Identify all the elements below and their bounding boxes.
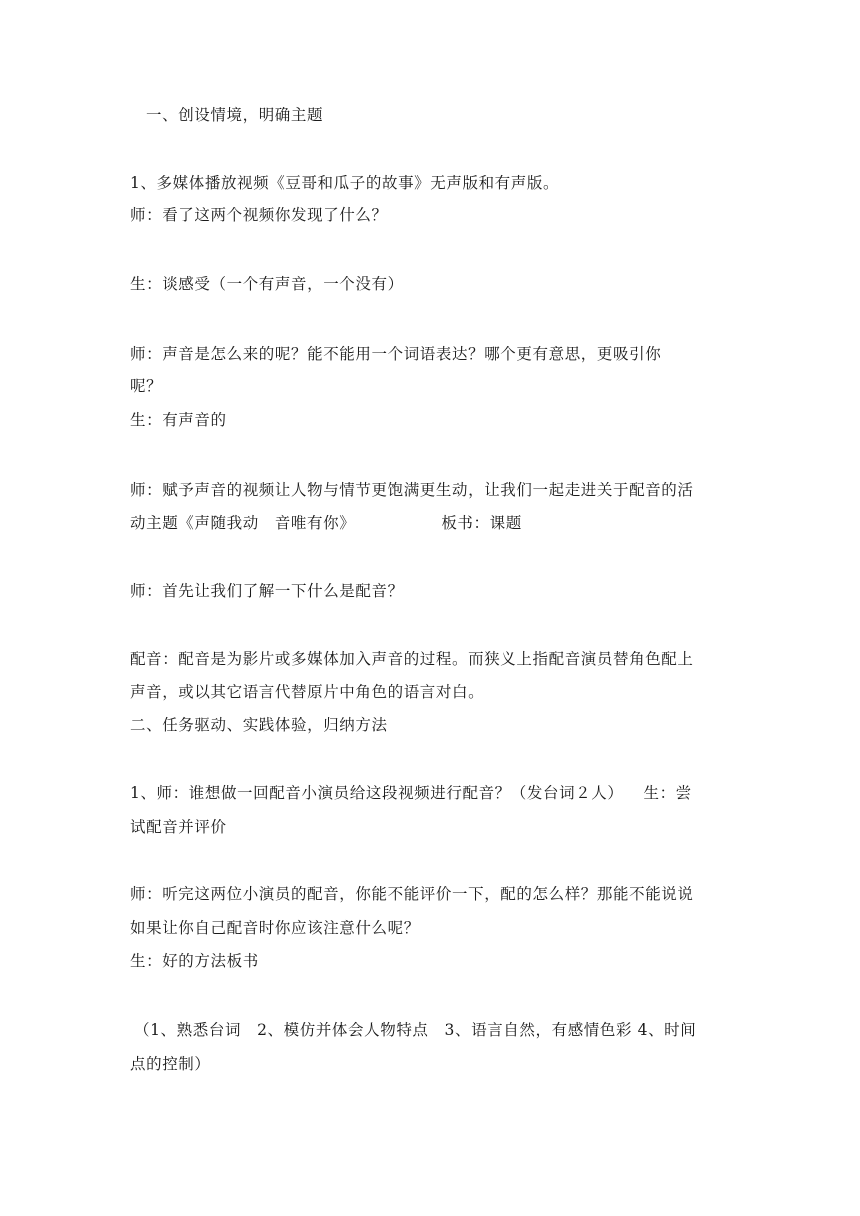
- paragraph-4-line-1: 师：声音是怎么来的呢？能不能用一个词语表达？哪个更有意思，更吸引你: [130, 345, 662, 363]
- paragraph-4-line-2: 呢？: [130, 377, 163, 395]
- paragraph-3: 生：谈感受（一个有声音，一个没有）: [130, 275, 404, 293]
- activity-theme-part-2: 音唯有你》: [274, 514, 356, 532]
- paragraph-10-line-1: 师：听完这两位小演员的配音，你能不能评价一下，配的怎么样？那能不能说说: [130, 885, 694, 903]
- section-heading-2: 二、任务驱动、实践体验，归纳方法: [130, 716, 388, 734]
- paragraph-12-line-1: [134, 1012, 744, 1048]
- task-student-response: 生：尝: [643, 784, 692, 802]
- section-heading-1: 一、创设情境，明确主题: [146, 106, 324, 124]
- paragraph-9-line-2: 试配音并评价: [130, 818, 227, 836]
- paragraph-5: 生：有声音的: [130, 411, 227, 429]
- method-3-4: 3、语言自然，有感情色彩 4、时间: [444, 1021, 697, 1039]
- activity-theme-part-1: 动主题《声随我动: [130, 514, 259, 532]
- method-2: 2、模仿并体会人物特点: [257, 1021, 429, 1039]
- paragraph-6-line-2: [130, 505, 740, 541]
- paragraph-12-line-2: 点的控制）: [130, 1055, 211, 1073]
- board-note-title: 板书：课题: [441, 514, 522, 532]
- paragraph-6-line-1: 师：赋予声音的视频让人物与情节更饱满更生动，让我们一起走进关于配音的活: [130, 481, 694, 499]
- paragraph-8-line-1: 配音：配音是为影片或多媒体加入声音的过程。而狭义上指配音演员替角色配上: [130, 650, 694, 668]
- paragraph-7: 师：首先让我们了解一下什么是配音？: [130, 582, 404, 600]
- paragraph-2: 师：看了这两个视频你发现了什么？: [130, 206, 388, 224]
- paragraph-10-line-2: 如果让你自己配音时你应该注意什么呢？: [130, 919, 420, 937]
- paragraph-9-line-1: [130, 775, 740, 811]
- paragraph-8-line-2: 声音，或以其它语言代替原片中角色的语言对白。: [130, 683, 485, 701]
- task-question: 1、师：谁想做一回配音小演员给这段视频进行配音？（发台词２人）: [130, 784, 624, 802]
- paragraph-11: 生：好的方法板书: [130, 952, 259, 970]
- paragraph-1: 1、多媒体播放视频《豆哥和瓜子的故事》无声版和有声版。: [130, 174, 560, 192]
- method-1: （1、熟悉台词: [134, 1021, 242, 1039]
